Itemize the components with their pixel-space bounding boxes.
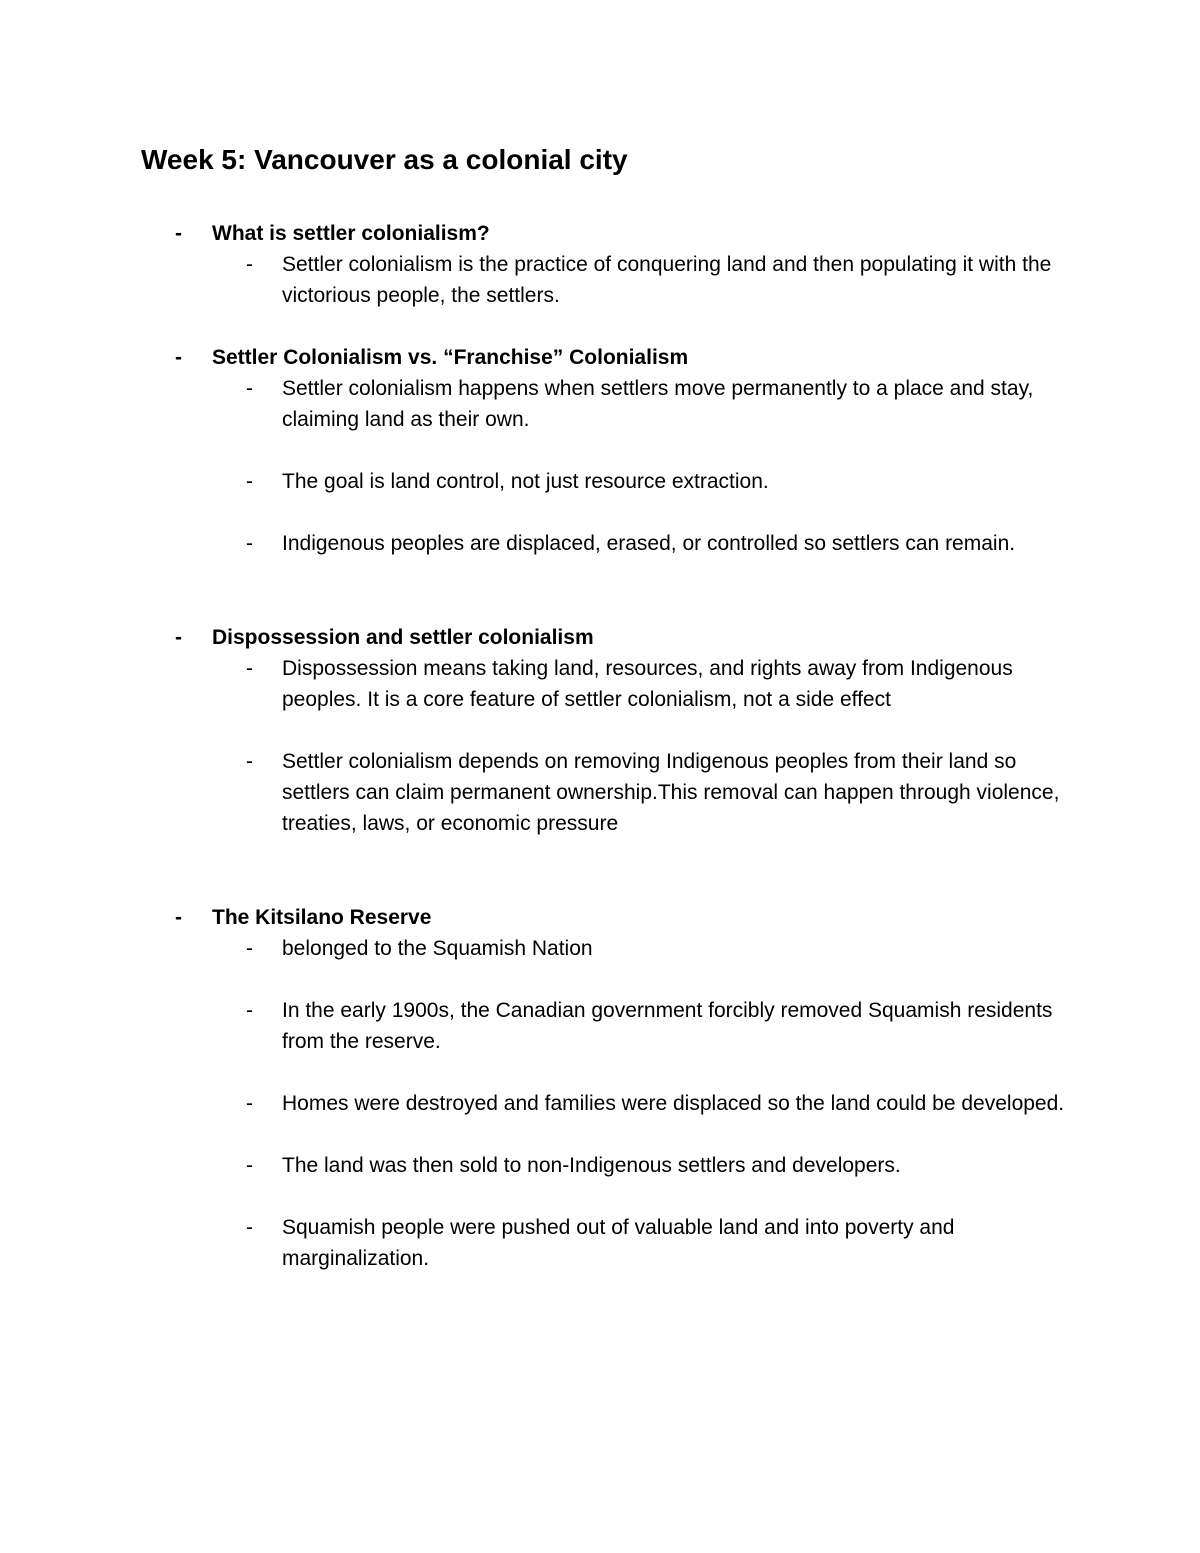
bullet-dash: -	[246, 253, 253, 276]
section-settler-vs-franchise	[0, 342, 1200, 559]
section-settler-colonialism	[0, 218, 1200, 311]
list-item-text: belonged to the Squamish Nation	[282, 937, 593, 960]
bullet-dash: -	[246, 1216, 253, 1239]
list-item-text: Squamish people were pushed out of valuable land and into poverty and marginalization.	[282, 1216, 955, 1270]
list-item-text: In the early 1900s, the Canadian government forcibly removed Squamish residents from the reserve.	[282, 999, 1053, 1053]
list-item	[0, 995, 1200, 1057]
bullet-dash: -	[246, 377, 253, 400]
bullet-dash: -	[246, 1092, 253, 1115]
section-heading-text: Settler Colonialism vs. “Franchise” Colonialism	[212, 346, 689, 369]
bullet-dash: -	[246, 1154, 253, 1177]
bullet-dash: -	[175, 626, 182, 649]
list-item	[0, 528, 1200, 559]
list-item	[0, 249, 1200, 311]
list-item	[0, 1088, 1200, 1119]
list-item-text: Homes were destroyed and families were displaced so the land could be developed.	[282, 1092, 1065, 1115]
list-item	[0, 933, 1200, 964]
bullet-dash: -	[246, 750, 253, 773]
section-heading-text: What is settler colonialism?	[212, 222, 490, 245]
list-item	[0, 653, 1200, 715]
list-item-text: Settler colonialism is the practice of conquering land and then populating it with the victorious people, the settlers.	[282, 253, 1052, 307]
list-item-text: Settler colonialism happens when settlers move permanently to a place and stay, claiming land as their own.	[282, 377, 1034, 431]
section-heading	[0, 342, 1200, 373]
section-heading	[0, 622, 1200, 653]
bullet-dash: -	[246, 657, 253, 680]
list-item	[0, 466, 1200, 497]
section-dispossession	[0, 622, 1200, 839]
list-item-text: Indigenous peoples are displaced, erased, or controlled so settlers can remain.	[282, 532, 1016, 555]
bullet-dash: -	[175, 222, 182, 245]
list-item-text: The land was then sold to non-Indigenous settlers and developers.	[282, 1154, 901, 1177]
list-item-text: Dispossession means taking land, resources, and rights away from Indigenous peoples. It is a core feature of settler colonialism, not a side effect	[282, 657, 1013, 711]
list-item	[0, 746, 1200, 839]
list-item	[0, 1212, 1200, 1274]
list-item	[0, 1150, 1200, 1181]
page-title: Week 5: Vancouver as a colonial city	[141, 144, 628, 175]
list-item-text: The goal is land control, not just resource extraction.	[282, 470, 769, 493]
section-heading-text: Dispossession and settler colonialism	[212, 626, 594, 649]
list-item-text: Settler colonialism depends on removing Indigenous peoples from their land so settlers can claim permanent ownership.This removal can happen through violence, treaties, laws, or economic pressure	[282, 750, 1060, 835]
section-kitsilano-reserve	[0, 902, 1200, 1274]
bullet-dash: -	[246, 470, 253, 493]
section-heading-text: The Kitsilano Reserve	[212, 906, 432, 929]
section-heading	[0, 902, 1200, 933]
bullet-dash: -	[175, 346, 182, 369]
bullet-dash: -	[246, 999, 253, 1022]
bullet-dash: -	[246, 937, 253, 960]
section-heading	[0, 218, 1200, 249]
bullet-dash: -	[246, 532, 253, 555]
list-item	[0, 373, 1200, 435]
bullet-dash: -	[175, 906, 182, 929]
